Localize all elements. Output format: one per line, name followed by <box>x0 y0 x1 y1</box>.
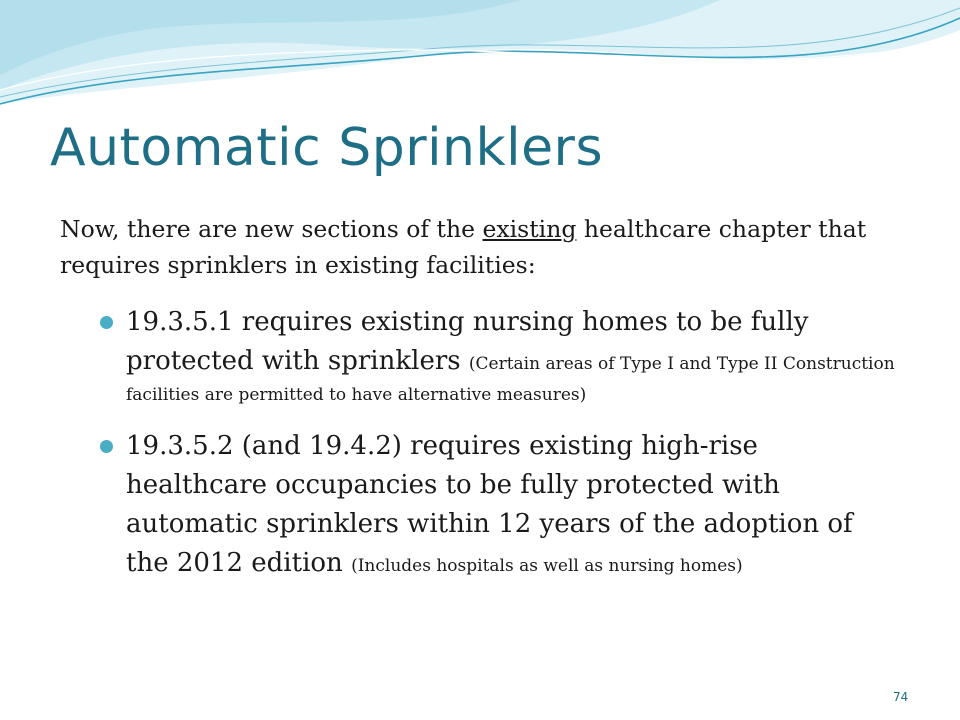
bullet-item <box>100 303 900 409</box>
bullet-main-text: 19.3.5.1 requires existing nursing homes to be fully protected with sprinklers <box>126 307 809 376</box>
bullet-note-text: (Includes hospitals as well as nursing homes) <box>351 556 743 576</box>
header-wave-decoration <box>0 0 960 120</box>
bullet-main-text: 19.3.5.2 (and 19.4.2) requires existing high-rise healthcare occupancies to be fully protected with automatic sprinklers within 12 years of the adoption of the 2012 edition <box>126 431 853 578</box>
bullet-list <box>100 303 900 601</box>
bullet-dot-icon <box>100 440 113 453</box>
page-number: 74 <box>893 690 909 704</box>
bullet-note-text: (Certain areas of Type I and Type II Construction facilities are permitted to have alternative measures) <box>126 354 895 405</box>
intro-text-before: Now, there are new sections of the <box>60 215 483 243</box>
intro-underlined-word: existing <box>482 215 577 243</box>
slide-title: Automatic Sprinklers <box>50 118 604 178</box>
intro-text-after: healthcare chapter that requires sprinklers in existing facilities: <box>60 215 867 279</box>
bullet-dot-icon <box>100 316 113 329</box>
intro-paragraph <box>60 211 920 283</box>
bullet-item <box>100 427 900 583</box>
